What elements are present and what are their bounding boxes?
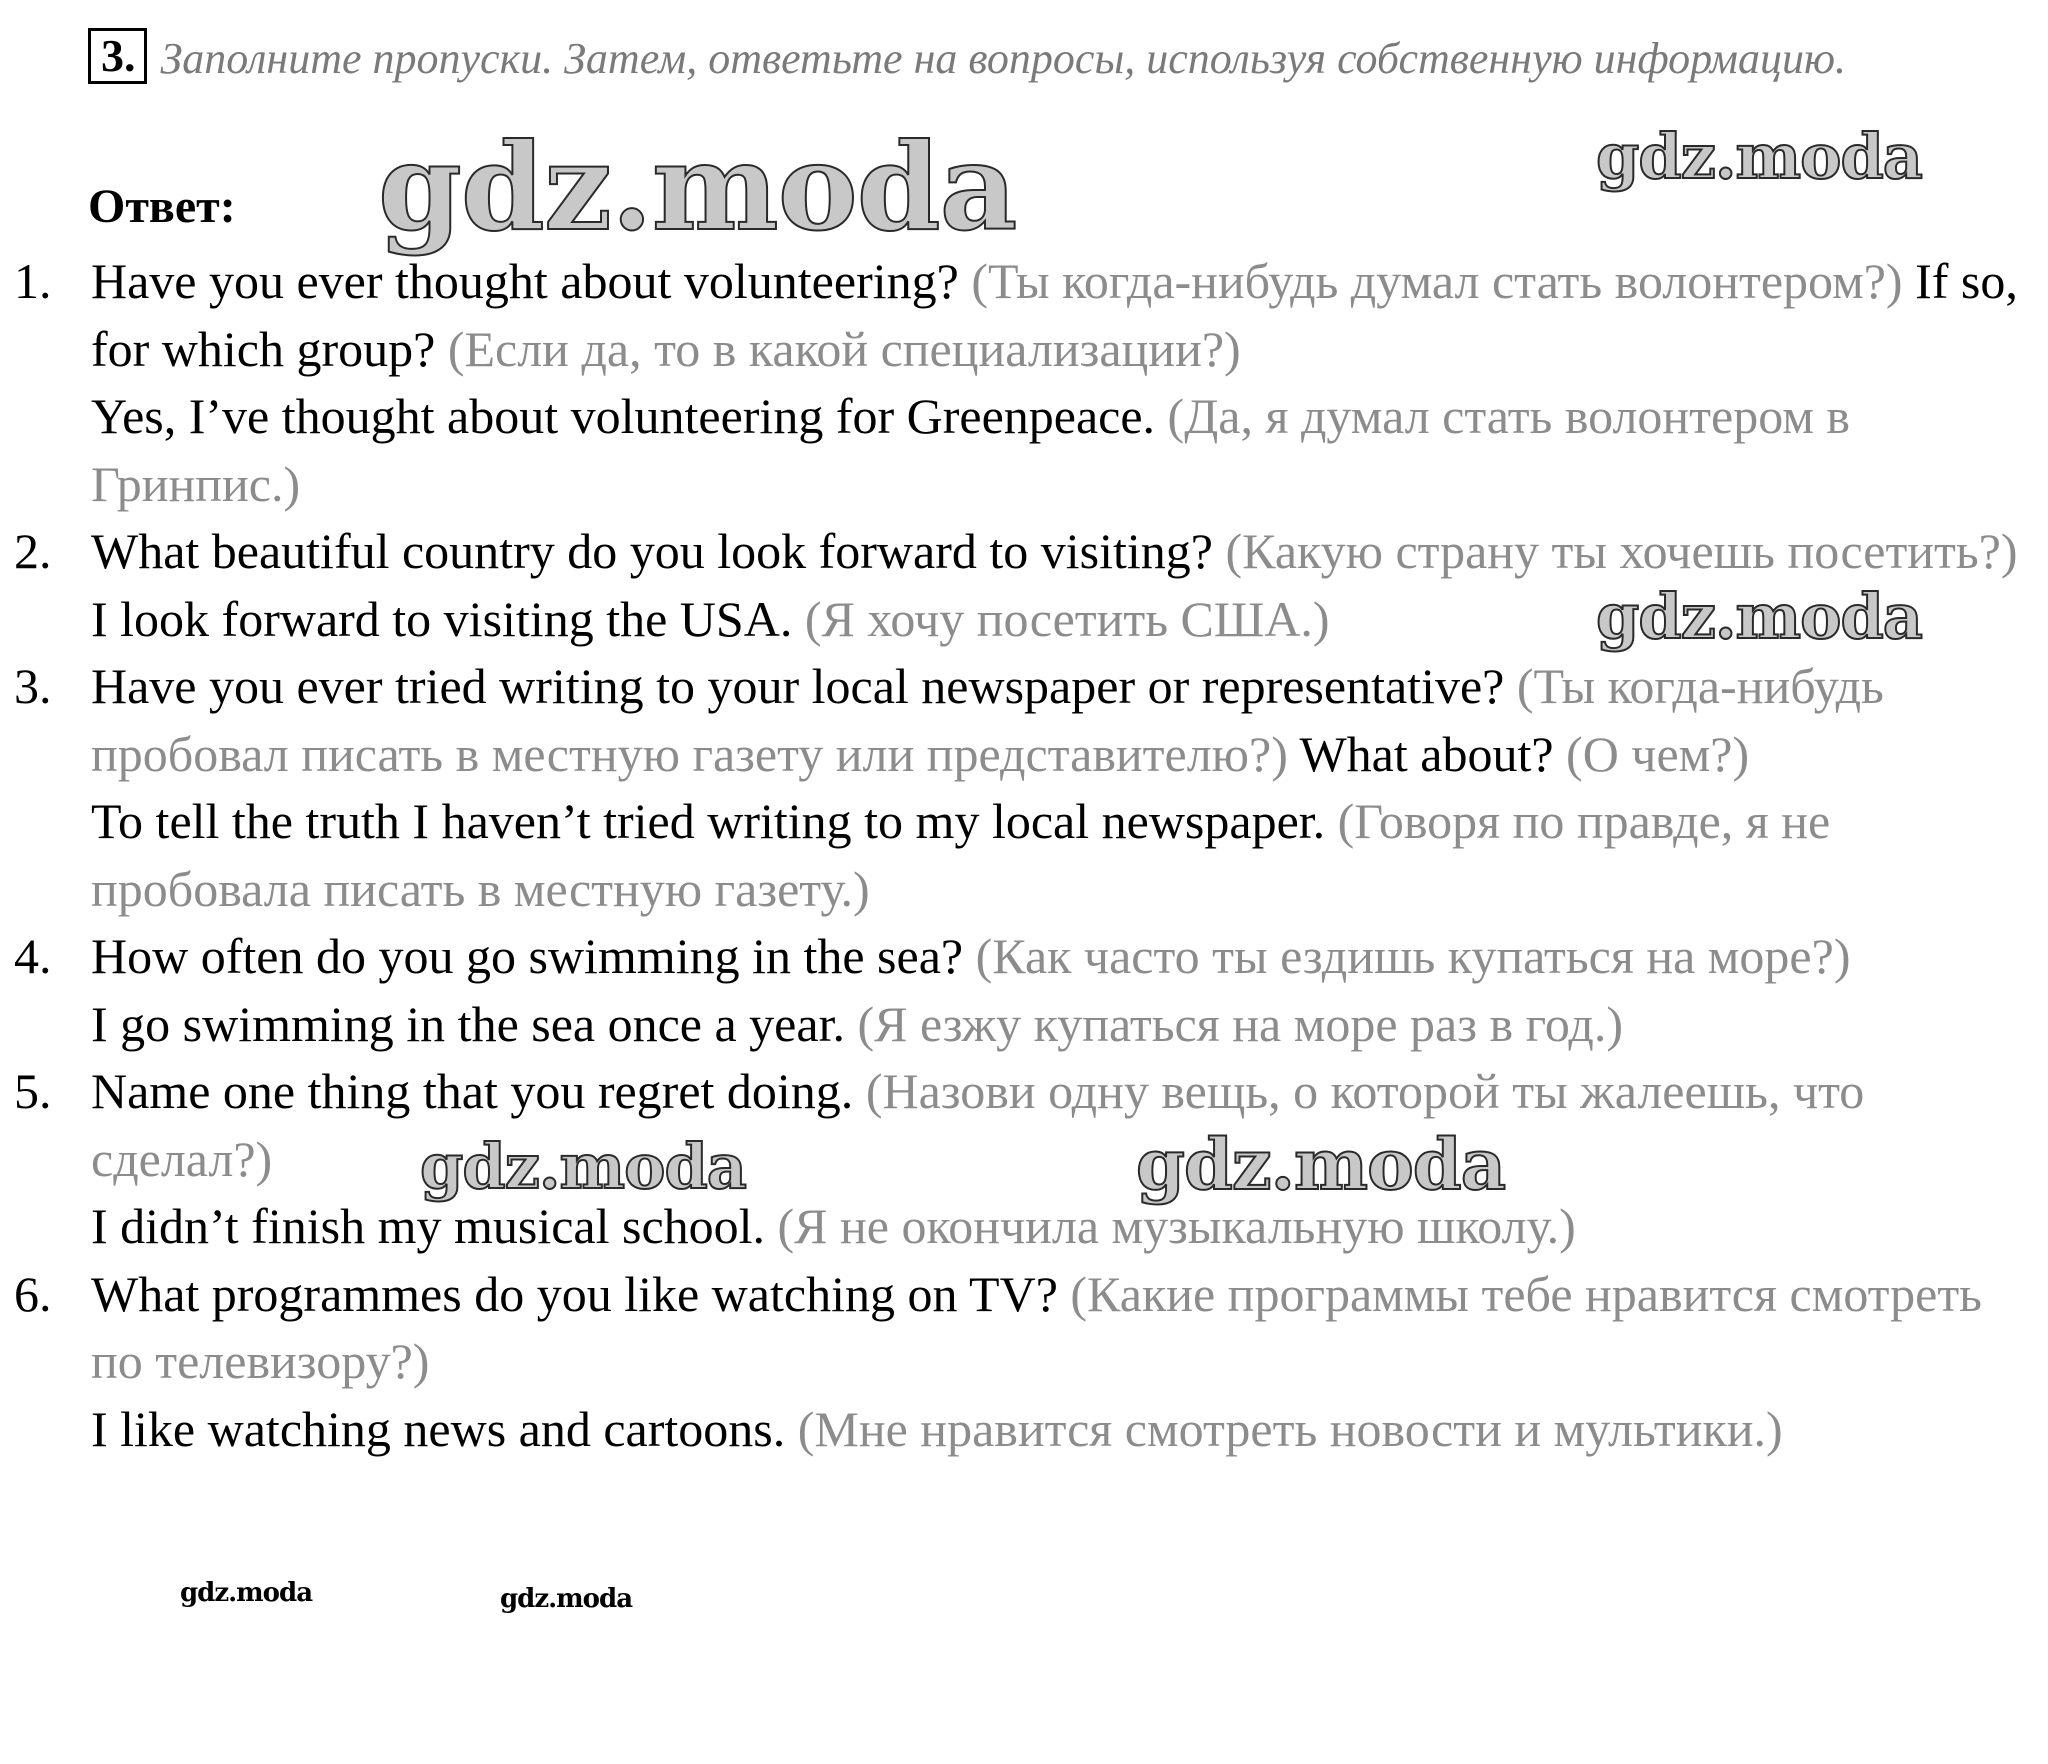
answer-ru: (Я не окончила музыкальную школу.) [777, 1198, 1576, 1254]
watermark: gdz.moda [420, 1130, 746, 1203]
answer-ru: (Я езжу купаться на море раз в год.) [857, 995, 1623, 1052]
question-ru: (Какую страну ты хочешь посетить?) [1225, 523, 2018, 579]
list-item [0, 518, 2040, 653]
answer-ru: (Говоря по правде, я не пробовала писать в местную газету.) [91, 793, 1831, 917]
question-ru: (Как часто ты ездишь купаться на море?) [975, 928, 1851, 984]
answer-label: Ответ: [88, 180, 236, 233]
answer-en: I look forward to visiting the USA. [91, 590, 793, 647]
answer-ru: (Я хочу посетить США.) [804, 590, 1330, 647]
question-ru: (Ты когда-нибудь думал стать волонтером?) [971, 253, 1903, 309]
answer-line [91, 991, 2040, 1059]
list-item [0, 248, 2040, 518]
answer-line [91, 580, 2040, 654]
watermark: gdz.moda [500, 1584, 633, 1614]
answer-line [91, 1193, 2040, 1261]
question-en: Name one thing that you regret doing. [91, 1063, 854, 1119]
item-number: 4. [14, 928, 52, 984]
question2-en: If so, for which group? [91, 253, 2018, 377]
watermark: gdz.moda [180, 1578, 313, 1608]
question-en: Have you ever thought about volunteering? [91, 253, 959, 309]
watermark: gdz.moda [1596, 120, 1922, 193]
item-number: 2. [14, 523, 52, 579]
list-item [0, 653, 2040, 923]
list-item [0, 1058, 2040, 1261]
question2-ru: (О чем?) [1566, 725, 1750, 782]
answer-line [91, 788, 2040, 923]
task-number: 3. [88, 28, 147, 84]
question-en: What programmes do you like watching on TV? [91, 1265, 1058, 1322]
answer-en: Yes, I’ve thought about volunteering for Greenpeace. [91, 388, 1156, 444]
answer-line [91, 383, 2040, 518]
answer-en: I didn’t finish my musical school. [91, 1198, 766, 1254]
item-number: 3. [14, 658, 52, 714]
watermark: gdz.moda [1596, 580, 1922, 653]
list-item [0, 1261, 2040, 1464]
answers-list [0, 248, 2040, 1463]
item-number: 6. [14, 1265, 52, 1322]
watermark: gdz.moda [378, 117, 1017, 258]
answer-ru: (Да, я думал стать волонтером в Гринпис.) [91, 388, 1851, 512]
question-en: What beautiful country do you look forward to visiting? [91, 523, 1213, 579]
answer-ru: (Мне нравится смотреть новости и мультики.) [797, 1400, 1783, 1457]
list-item [0, 923, 2040, 1058]
question-ru: (Какие программы тебе нравится смотреть по телевизору?) [91, 1265, 1982, 1389]
question-en: Have you ever tried writing to your local newspaper or representative? [91, 658, 1505, 714]
answer-en: I like watching news and cartoons. [91, 1400, 786, 1457]
question-en: How often do you go swimming in the sea? [91, 928, 964, 984]
answer-line [91, 1396, 2040, 1464]
answer-en: To tell the truth I haven’t tried writing to my local newspaper. [91, 793, 1326, 849]
question-ru: (Назови одну вещь, о которой ты жалеешь, что сделал?) [91, 1063, 1865, 1187]
task-header [88, 28, 1988, 90]
question2-en: What about? [1299, 725, 1554, 782]
item-number: 5. [14, 1063, 52, 1119]
question-ru: (Ты когда-нибудь пробовал писать в местную газету или представителю?) [91, 658, 1884, 782]
task-instruction: Заполните пропуски. Затем, ответьте на вопросы, используя собственную информацию. [160, 34, 1847, 83]
watermark: gdz.moda [1136, 1123, 1506, 1206]
question2-ru: (Если да, то в какой специализации?) [447, 320, 1241, 377]
answer-en: I go swimming in the sea once a year. [91, 995, 845, 1052]
item-number: 1. [14, 253, 52, 309]
